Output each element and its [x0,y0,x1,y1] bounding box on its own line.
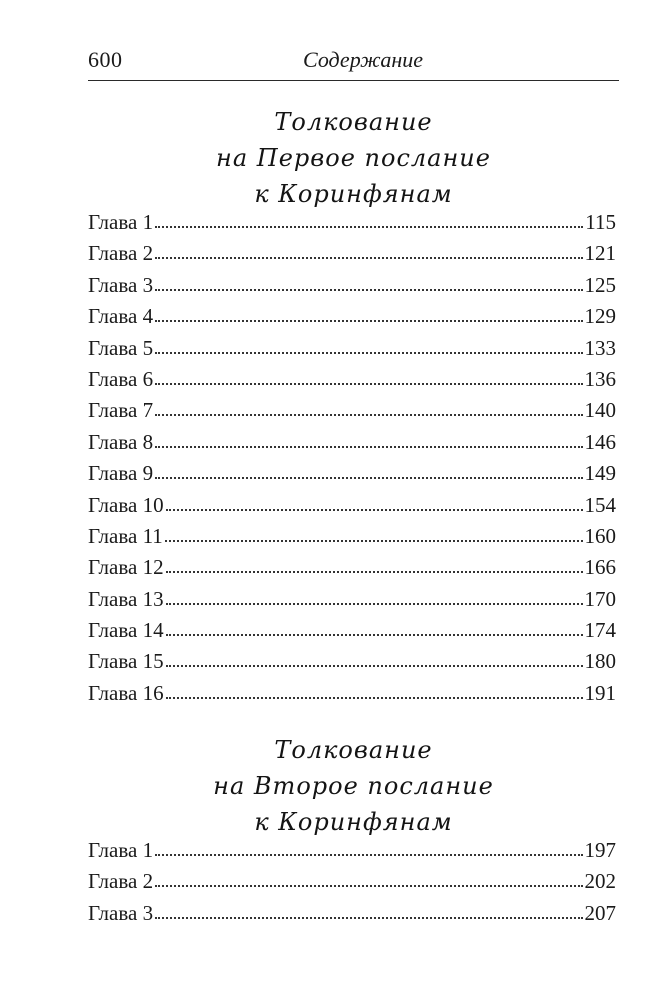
toc-entry-page: 154 [584,492,616,517]
toc-entry-page: 160 [584,523,616,548]
toc-entry-page: 115 [585,210,616,234]
dot-leader [165,539,583,542]
heading-line: Толкование [274,108,433,136]
dot-leader [166,508,583,511]
toc-entry-page: 207 [584,900,616,925]
toc-list-second-corinthians [88,835,616,929]
toc-entry-page: 129 [584,304,616,329]
running-title: Содержание [303,47,424,72]
dot-leader [155,382,582,385]
dot-leader [155,853,582,856]
toc-entry-label: Глава 14 [88,618,164,643]
toc-entry-label: Глава 3 [88,900,154,925]
dot-leader [155,256,582,259]
toc-entry-label: Глава 9 [88,461,154,486]
heading-line: на Второе послание [213,772,494,800]
toc-entry[interactable] [88,521,616,552]
dot-leader [155,288,582,291]
toc-entry[interactable] [88,490,616,521]
toc-entry-label: Глава 1 [88,838,154,862]
toc-entry[interactable] [88,866,616,897]
toc-entry-page: 146 [584,429,616,454]
toc-entry-label: Глава 11 [88,523,163,548]
toc-entry-label: Глава 7 [88,398,154,423]
toc-entry-label: Глава 1 [88,210,154,234]
toc-entry[interactable] [88,364,616,395]
toc-entry-page: 197 [584,838,616,862]
heading-line: к Коринфянам [254,180,453,208]
toc-entry-label: Глава 16 [88,680,164,705]
dot-leader [166,570,583,573]
dot-leader [155,351,582,354]
toc-entry-page: 202 [584,869,616,894]
dot-leader [155,319,582,322]
toc-entry-page: 133 [584,335,616,360]
toc-entry[interactable] [88,207,616,238]
dot-leader [166,633,583,636]
heading-line: к Коринфянам [254,808,453,836]
dot-leader [166,696,583,699]
toc-entry-page: 191 [584,680,616,705]
toc-entry-page: 149 [584,461,616,486]
heading-line: на Первое послание [216,144,491,172]
toc-entry[interactable] [88,835,616,866]
toc-entry-label: Глава 2 [88,241,154,266]
toc-entry-page: 170 [584,586,616,611]
toc-entry-label: Глава 15 [88,649,164,674]
toc-entry-page: 121 [584,241,616,266]
toc-entry[interactable] [88,301,616,332]
section-heading-second-corinthians [88,732,619,840]
toc-entry-label: Глава 13 [88,586,164,611]
dot-leader [166,602,583,605]
dot-leader [155,413,582,416]
toc-entry-page: 174 [584,618,616,643]
heading-line: Толкование [274,736,433,764]
toc-entry[interactable] [88,584,616,615]
toc-entry[interactable] [88,270,616,301]
toc-entry-page: 166 [584,555,616,580]
toc-entry-label: Глава 2 [88,869,154,894]
dot-leader [155,476,582,479]
toc-entry[interactable] [88,238,616,269]
dot-leader [155,884,582,887]
page-number: 600 [88,47,123,72]
dot-leader [155,916,582,919]
running-head [88,44,619,81]
toc-entry-label: Глава 4 [88,304,154,329]
dot-leader [155,445,582,448]
toc-entry[interactable] [88,333,616,364]
toc-entry[interactable] [88,395,616,426]
section-heading-first-corinthians [88,104,619,212]
toc-entry-label: Глава 10 [88,492,164,517]
toc-entry[interactable] [88,898,616,929]
toc-entry-label: Глава 3 [88,272,154,297]
toc-entry-page: 136 [584,366,616,391]
toc-entry-label: Глава 6 [88,366,154,391]
toc-entry-page: 125 [584,272,616,297]
toc-list-first-corinthians [88,207,616,709]
toc-entry-page: 180 [584,649,616,674]
toc-entry[interactable] [88,552,616,583]
toc-entry-label: Глава 8 [88,429,154,454]
dot-leader [166,664,583,667]
toc-entry[interactable] [88,615,616,646]
toc-entry-label: Глава 5 [88,335,154,360]
toc-entry[interactable] [88,678,616,709]
dot-leader [155,225,583,228]
toc-entry-page: 140 [584,398,616,423]
toc-entry-label: Глава 12 [88,555,164,580]
toc-entry[interactable] [88,646,616,677]
toc-entry[interactable] [88,458,616,489]
toc-entry[interactable] [88,427,616,458]
